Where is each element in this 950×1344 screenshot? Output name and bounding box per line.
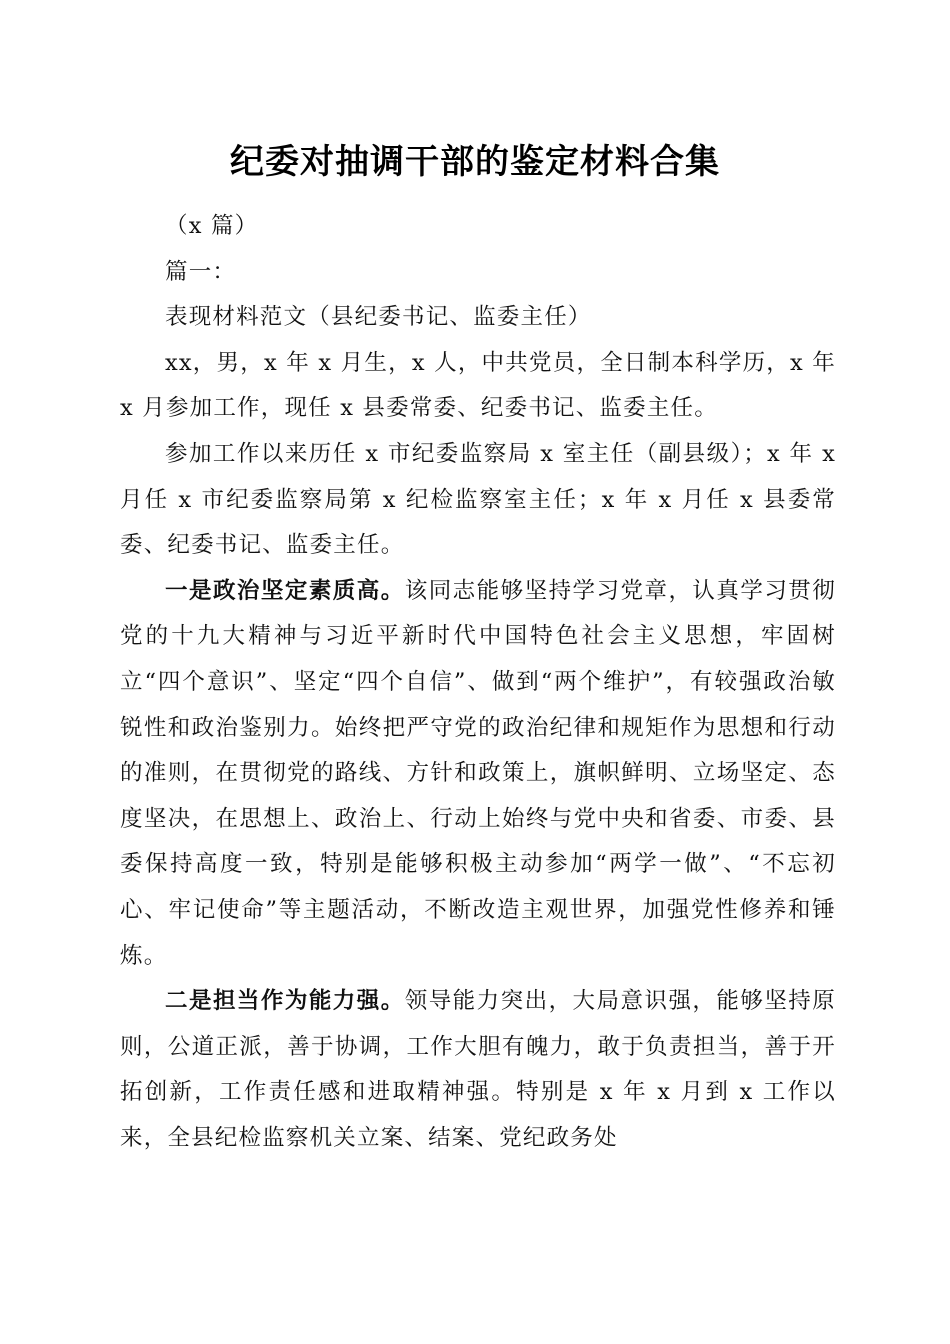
paragraph-ability [120, 979, 836, 1161]
paragraph-text: xx，男，x 年 x 月生，x 人，中共党员，全日制本科学历，x 年 x 月参加工作，现任 x 县委常委、纪委书记、监委主任。 [120, 349, 836, 422]
paragraph-work-history [120, 432, 836, 569]
paragraph-text: 参加工作以来历任 x 市纪委监察局 x 室主任（副县级）；x 年 x 月任 x 市纪委监察局第 x 纪检监察室主任；x 年 x 月任 x 县委常委、纪委书记、监委主任。 [120, 440, 836, 559]
paragraph-text: （x 篇） [165, 213, 259, 239]
paragraph-count [120, 204, 836, 250]
paragraph-lead: 一是政治坚定素质高。 [165, 577, 405, 604]
paragraph-political [120, 569, 836, 979]
paragraph-text: 该同志能够坚持学习党章，认真学习贯彻党的十九大精神与习近平新时代中国特色社会主义思想，牢固树立“四个意识”、坚定“四个自信”、做到“两个维护”，有较强政治敏锐性和政治鉴别力。始终把严守党的政治纪律和规矩作为思想和行动的准则，在贯彻党的路线、方针和政策上，旗帜鲜明、立场坚定、态度坚决，在思想上、政治上、行动上始终与党中央和省委、市委、县委保持高度一致，特别是能够积极主动参加“两学一做”、“不忘初心、牢记使命”等主题活动，不断改造主观世界，加强党性修养和锤炼。 [120, 577, 836, 969]
paragraph-section-heading [120, 250, 836, 296]
document-body [120, 204, 836, 1161]
paragraph-subtitle [120, 295, 836, 341]
paragraph-text: 领导能力突出，大局意识强，能够坚持原则，公道正派，善于协调，工作大胆有魄力，敢于负责担当，善于开拓创新，工作责任感和进取精神强。特别是 x 年 x 月到 x 工作以来，全县纪检监察机关立案、结案、党纪政务处 [120, 988, 836, 1151]
paragraph-lead: 二是担当作为能力强。 [165, 988, 405, 1015]
paragraph-text: 表现材料范文（县纪委书记、监委主任） [165, 304, 592, 331]
paragraph-basic-info [120, 341, 836, 432]
paragraph-text: 篇一： [165, 258, 237, 285]
document-title: 纪委对抽调干部的鉴定材料合集 [230, 142, 720, 182]
